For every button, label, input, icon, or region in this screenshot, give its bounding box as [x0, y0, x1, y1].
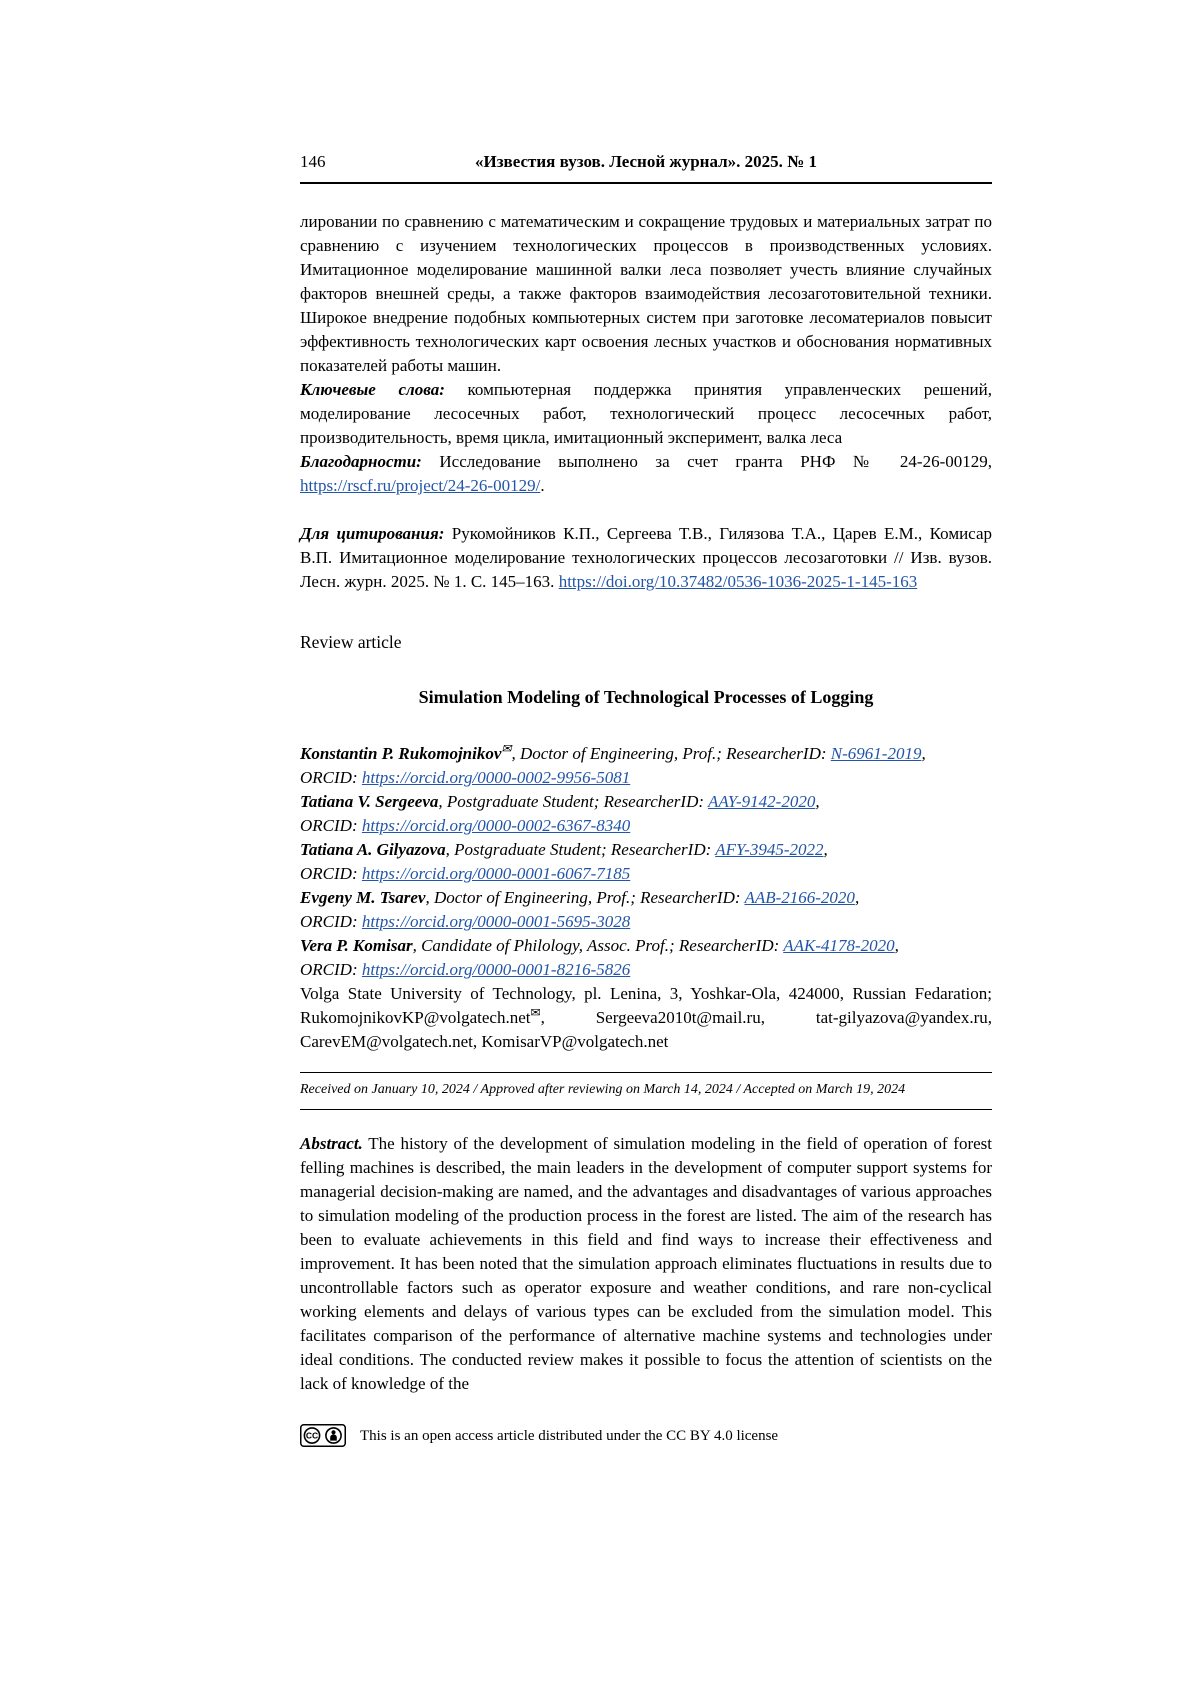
researcher-id-link[interactable]: AFY-3945-2022	[715, 840, 824, 859]
acknowledgments-label: Благодарности:	[300, 452, 422, 471]
author-role: , Candidate of Philology, Assoc. Prof.; ResearcherID:	[412, 936, 784, 955]
orcid-link[interactable]: https://orcid.org/0000-0001-5695-3028	[361, 912, 631, 931]
intro-paragraph	[300, 210, 992, 378]
license-text: This is an open access article distributed under the CC BY 4.0 license	[360, 1427, 779, 1444]
page-header	[300, 150, 992, 174]
article-type-label: Review article	[300, 632, 402, 652]
header-rule	[300, 182, 992, 184]
orcid-label: ORCID:	[300, 768, 362, 787]
orcid-label: ORCID:	[300, 864, 362, 883]
researcher-id-link[interactable]: N-6961-2019	[830, 744, 922, 763]
author-name: Tatiana V. Sergeeva	[300, 792, 439, 811]
acknowledgments-text: Исследование выполнено за счет гранта РНФ № 24-26-00129,	[421, 452, 992, 471]
author-name: Konstantin P. Rukomojnikov	[300, 744, 502, 763]
corresponding-email-icon: ✉	[530, 1005, 541, 1020]
author-separator: ,	[815, 792, 820, 811]
author-name: Evgeny M. Tsarev	[300, 888, 426, 907]
author-name: Tatiana A. Gilyazova	[300, 840, 446, 859]
citation-text: Рукомойников К.П., Сергеева Т.В., Гилязова Т.А., Царев Е.М., Комисар В.П. Имитационное моделирование технологических процессов лесозаготовки // Изв. вузов. Лесн. журн. 2025. № 1. С. 145–163.	[300, 524, 992, 591]
author-role: , Doctor of Engineering, Prof.; ResearcherID:	[425, 888, 745, 907]
author-line	[300, 838, 992, 886]
orcid-link[interactable]: https://orcid.org/0000-0001-6067-7185	[361, 864, 631, 883]
abstract-paragraph	[300, 1132, 992, 1396]
author-separator: ,	[921, 744, 926, 763]
email-first: RukomojnikovKP@volgatech.net	[300, 1008, 531, 1027]
citation-label: Для цитирования:	[300, 524, 445, 543]
author-name: Vera P. Komisar	[300, 936, 413, 955]
affiliation-paragraph	[300, 982, 992, 1054]
author-separator: ,	[854, 888, 860, 907]
researcher-id-link[interactable]: AAY-9142-2020	[707, 792, 816, 811]
author-role: , Postgraduate Student; ResearcherID:	[445, 840, 716, 859]
author-role: , Doctor of Engineering, Prof.; ResearcherID:	[511, 744, 831, 763]
orcid-link[interactable]: https://orcid.org/0000-0002-9956-5081	[361, 768, 631, 787]
license-footer	[300, 1424, 992, 1447]
affiliation-text: Volga State University of Technology, pl. Lenina, 3, Yoshkar-Ola, 424000, Russian Fedaration;	[300, 984, 992, 1003]
author-line	[300, 934, 992, 982]
citation-paragraph	[300, 522, 992, 594]
corresponding-author-icon: ✉	[501, 741, 512, 756]
keywords-text: компьютерная поддержка принятия управленческих решений, моделирование лесосечных работ, технологический процесс лесосечных работ, производительность, время цикла, имитационный эксперимент, валка леса	[300, 380, 992, 447]
orcid-label: ORCID:	[300, 960, 362, 979]
keywords-paragraph	[300, 378, 992, 450]
author-line	[300, 886, 992, 934]
dates-line: Received on January 10, 2024 / Approved after reviewing on March 14, 2024 / Accepted on March 19, 2024	[300, 1082, 906, 1097]
author-line	[300, 742, 992, 790]
author-separator: ,	[894, 936, 899, 955]
intro-text: лировании по сравнению с математическим и сокращение трудовых и материальных затрат по сравнению с изучением технологических процессов в производственных условиях. Имитационное моделирование машинной валки леса позволяет учесть влияние случайных факторов внешней среды, а также факторов взаимодействия лесозаготовительной техники. Широкое внедрение подобных компьютерных систем при заготовке лесоматериалов повысит эффективность технологических карт освоения лесных участков и обоснования нормативных показателей работы машин.	[300, 212, 992, 375]
orcid-label: ORCID:	[300, 912, 362, 931]
author-separator: ,	[823, 840, 828, 859]
orcid-label: ORCID:	[300, 816, 362, 835]
abstract-text: The history of the development of simulation modeling in the field of operation of forest felling machines is described, the main leaders in the development of computer support systems for managerial decision-making are named, and the advantages and disadvantages of various approaches to simulation modeling of the production process in the forest are listed. The aim of the research has been to evaluate achievements in this field and find ways to increase their effectiveness and improvement. It has been noted that the simulation approach eliminates fluctuations in results due to uncontrollable factors such as operator exposure and weather conditions, and rare non-cyclical working elements and delays of various types can be excluded from the simulation model. This facilitates comparison of the performance of alternative machine systems and technologies under ideal conditions. The conducted review makes it possible to focus the attention of scientists on the lack of knowledge of the	[300, 1134, 992, 1393]
article-title: Simulation Modeling of Technological Processes of Logging	[418, 687, 874, 707]
emails-rest: , Sergeeva2010t@mail.ru, tat-gilyazova@yandex.ru, CarevEM@volgatech.net, KomisarVP@volgatech.net	[300, 1008, 992, 1051]
doi-link[interactable]: https://doi.org/10.37482/0536-1036-2025-1-145-163	[558, 572, 918, 591]
rscf-grant-link[interactable]: https://rscf.ru/project/24-26-00129/	[300, 476, 541, 495]
author-role: , Postgraduate Student; ResearcherID:	[438, 792, 708, 811]
orcid-link[interactable]: https://orcid.org/0000-0001-8216-5826	[361, 960, 631, 979]
acknowledgments-paragraph	[300, 450, 992, 498]
researcher-id-link[interactable]: AAB-2166-2020	[744, 888, 855, 907]
acknowledgments-period: .	[540, 476, 545, 495]
researcher-id-link[interactable]: AAK-4178-2020	[783, 936, 895, 955]
keywords-label: Ключевые слова:	[300, 380, 445, 399]
journal-header: «Известия вузов. Лесной журнал». 2025. № 1	[474, 152, 817, 171]
svg-text:CC: CC	[305, 1430, 319, 1441]
dates-bottom-rule	[300, 1109, 992, 1110]
authors-block	[300, 742, 992, 982]
author-line	[300, 790, 992, 838]
cc-by-icon	[300, 1424, 346, 1447]
page-number: 146	[300, 152, 326, 171]
abstract-label: Abstract.	[300, 1134, 363, 1153]
orcid-link[interactable]: https://orcid.org/0000-0002-6367-8340	[361, 816, 631, 835]
